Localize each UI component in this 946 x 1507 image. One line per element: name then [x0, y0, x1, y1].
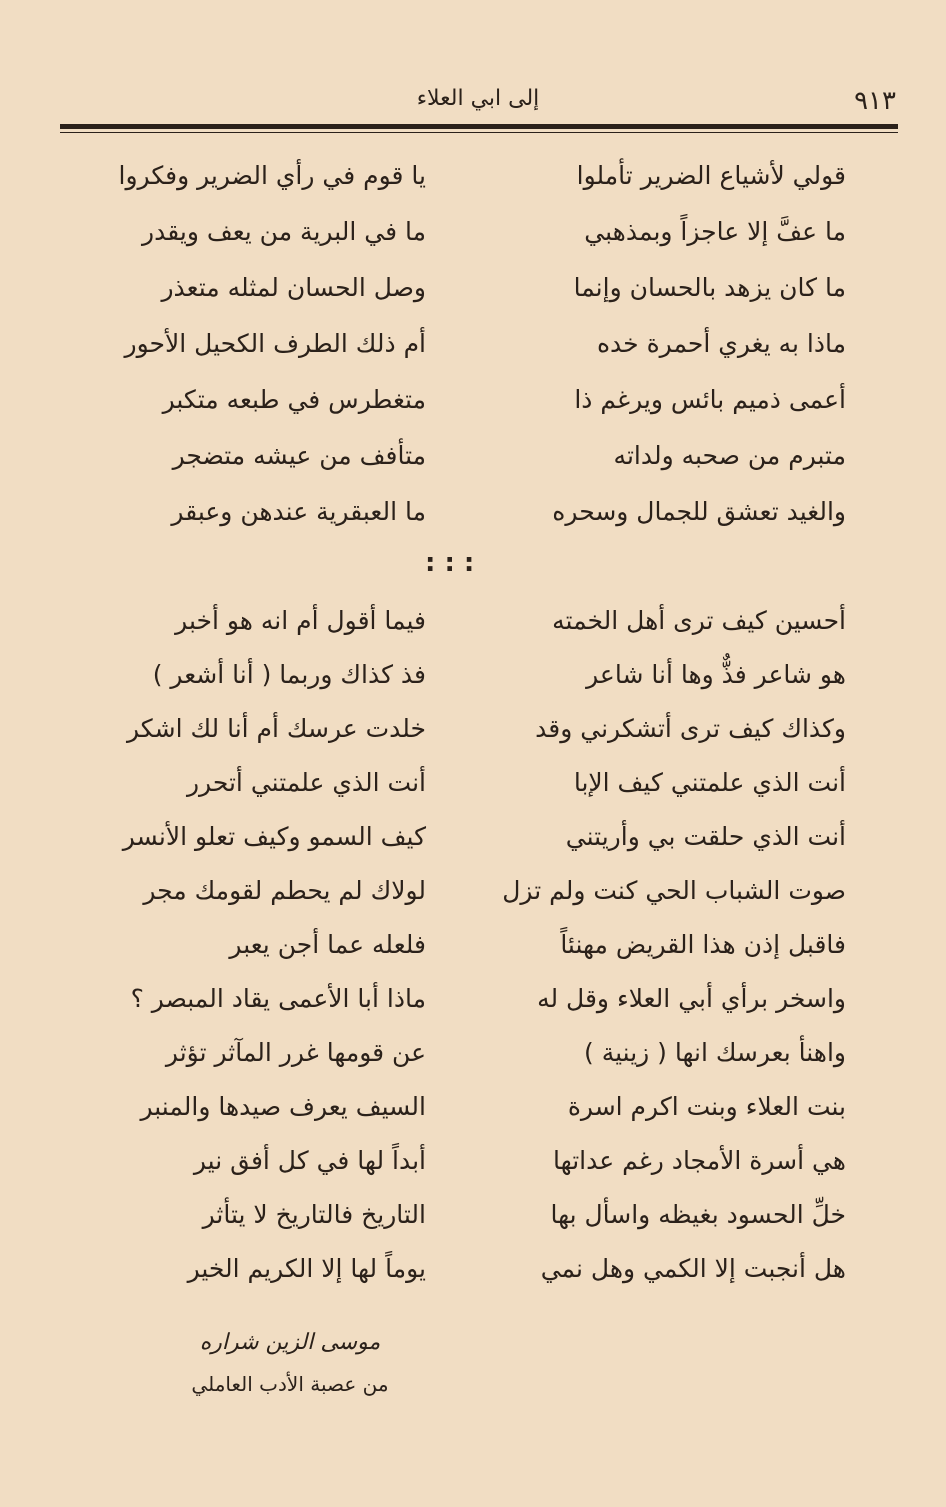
verse-line: أم ذلك الطرف الكحيل الأحور: [124, 329, 426, 358]
verse-line: ماذا به يغري أحمرة خده: [596, 329, 846, 358]
stanza2-right-column: [502, 595, 846, 1315]
verse-line: السيف يعرف صيدها والمنبر: [140, 1092, 426, 1121]
verse-line: عن قومها غرر المآثر تؤثر: [165, 1038, 426, 1067]
verse-line: واسخر برأي أبي العلاء وقل له: [537, 984, 846, 1013]
verse-line: يوماً لها إلا الكريم الخير: [187, 1254, 426, 1283]
page-number: ٩١٣: [854, 86, 896, 116]
verse-line: أعمى ذميم بائس ويرغم ذا: [574, 385, 846, 414]
verse-line: لولاك لم يحطم لقومك مجر: [143, 876, 426, 905]
verse-line: بنت العلاء وبنت اكرم اسرة: [567, 1092, 846, 1121]
header-rule: [60, 124, 898, 129]
verse-line: يا قوم في رأي الضرير وفكروا: [118, 161, 426, 190]
verse-line: التاريخ فالتاريخ لا يتأثر: [202, 1200, 426, 1229]
verse-line: فلعله عما أجن يعبر: [229, 930, 426, 959]
verse-line: ما العبقرية عندهن وعبقر: [171, 497, 426, 526]
author-signature: موسى الزين شراره: [199, 1330, 381, 1355]
stanza2-left-column: [106, 595, 426, 1315]
stanza1-left-column: [106, 150, 426, 530]
verse-line: خلدت عرسك أم أنا لك اشكر: [127, 714, 426, 743]
author-affiliation: من عصبة الأدب العاملي: [191, 1372, 389, 1396]
verse-line: أحسين كيف ترى أهل الخمته: [552, 606, 846, 635]
verse-line: هل أنجبت إلا الكمي وهل نمي: [540, 1254, 846, 1283]
stanza1-right-column: [526, 150, 846, 530]
stanza-separator: : : :: [425, 548, 475, 578]
verse-line: هي أسرة الأمجاد رغم عداتها: [553, 1146, 846, 1175]
verse-line: هو شاعر فذٌّ وها أنا شاعر: [586, 660, 846, 689]
verse-line: وكذاك كيف ترى أتشكرني وقد: [535, 714, 846, 743]
verse-line: ماذا أبا الأعمى يقاد المبصر ؟: [130, 984, 426, 1013]
verse-line: فذ كذاك وربما ( أنا أشعر ): [152, 660, 426, 689]
verse-line: ما كان يزهد بالحسان وإنما: [573, 273, 846, 302]
verse-line: وصل الحسان لمثله متعذر: [161, 273, 426, 302]
verse-line: صوت الشباب الحي كنت ولم تزل: [502, 876, 846, 905]
verse-line: متأفف من عيشه متضجر: [172, 441, 426, 470]
verse-line: متغطرس في طبعه متكبر: [162, 385, 426, 414]
verse-line: قولي لأشياع الضرير تأملوا: [576, 161, 846, 190]
verse-line: أنت الذي علمتني كيف الإبا: [573, 768, 846, 797]
page-header: [60, 80, 896, 120]
verse-line: أنت الذي حلقت بي وأريتني: [565, 822, 846, 851]
verse-line: متبرم من صحبه ولداته: [613, 441, 846, 470]
verse-line: فاقبل إذن هذا القريض مهنئاً: [560, 930, 846, 959]
verse-line: كيف السمو وكيف تعلو الأنسر: [122, 822, 426, 851]
header-rule-thin: [60, 132, 898, 133]
verse-line: أبداً لها في كل أفق نير: [193, 1146, 426, 1175]
running-title: إلى ابي العلاء: [416, 86, 540, 111]
verse-line: والغيد تعشق للجمال وسحره: [552, 497, 846, 526]
verse-line: واهنأ بعرسك انها ( زينية ): [584, 1038, 846, 1067]
verse-line: خلِّ الحسود بغيظه واسأل بها: [550, 1200, 846, 1229]
verse-line: فيما أقول أم انه هو أخبر: [175, 606, 426, 635]
verse-line: ما في البرية من يعف ويقدر: [142, 217, 426, 246]
verse-line: أنت الذي علمتني أتحرر: [186, 768, 426, 797]
verse-line: ما عفَّ إلا عاجزاً وبمذهبي: [584, 217, 846, 246]
